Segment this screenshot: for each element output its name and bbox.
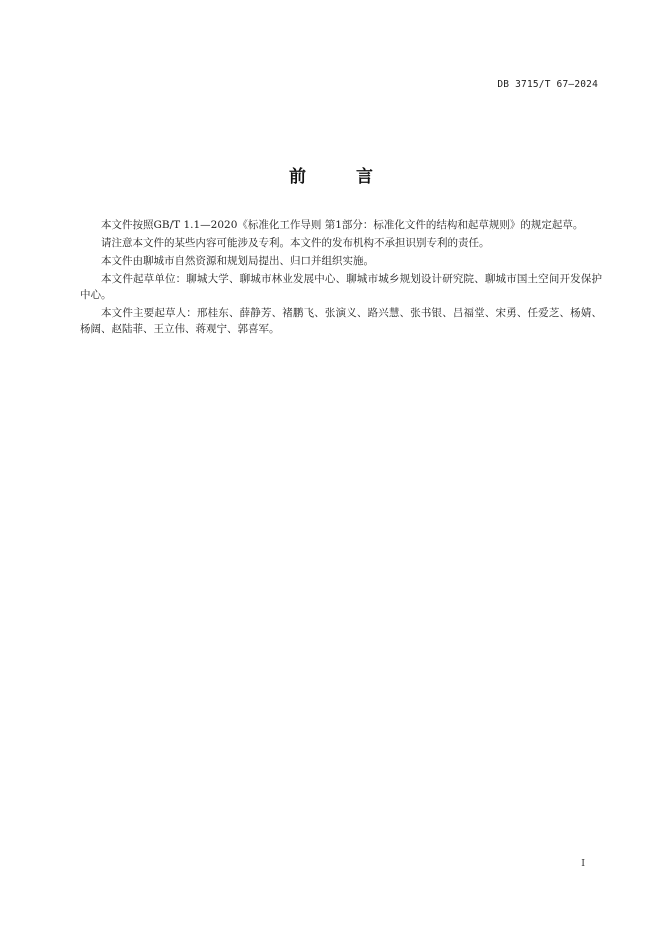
document-code: DB 3715/T 67—2024 — [497, 79, 598, 90]
paragraph-drafters: 本文件主要起草人：邢桂东、薛静芳、褚鹏飞、张演义、路兴慧、张书银、吕福堂、宋勇、任爱芝、杨婧、杨阔、赵陆菲、王立伟、蒋观宁、郭喜军。 — [80, 307, 602, 335]
paragraph-proposer: 本文件由聊城市自然资源和规划局提出、归口并组织实施。 — [101, 255, 374, 267]
page-title: 前 言 — [289, 167, 395, 187]
page-number: I — [581, 858, 585, 869]
paragraph-drafting-basis: 本文件按照GB/T 1.1—2020《标准化工作导则 第1部分：标准化文件的结构和起草规则》的规定起草。 — [101, 219, 584, 231]
paragraph-drafting-units: 本文件起草单位：聊城大学、聊城市林业发展中心、聊城市城乡规划设计研究院、聊城市国土空间开发保护中心。 — [80, 273, 602, 301]
foreword-body — [80, 217, 602, 339]
paragraph-patent-notice: 请注意本文件的某些内容可能涉及专利。本文件的发布机构不承担识别专利的责任。 — [101, 237, 490, 249]
